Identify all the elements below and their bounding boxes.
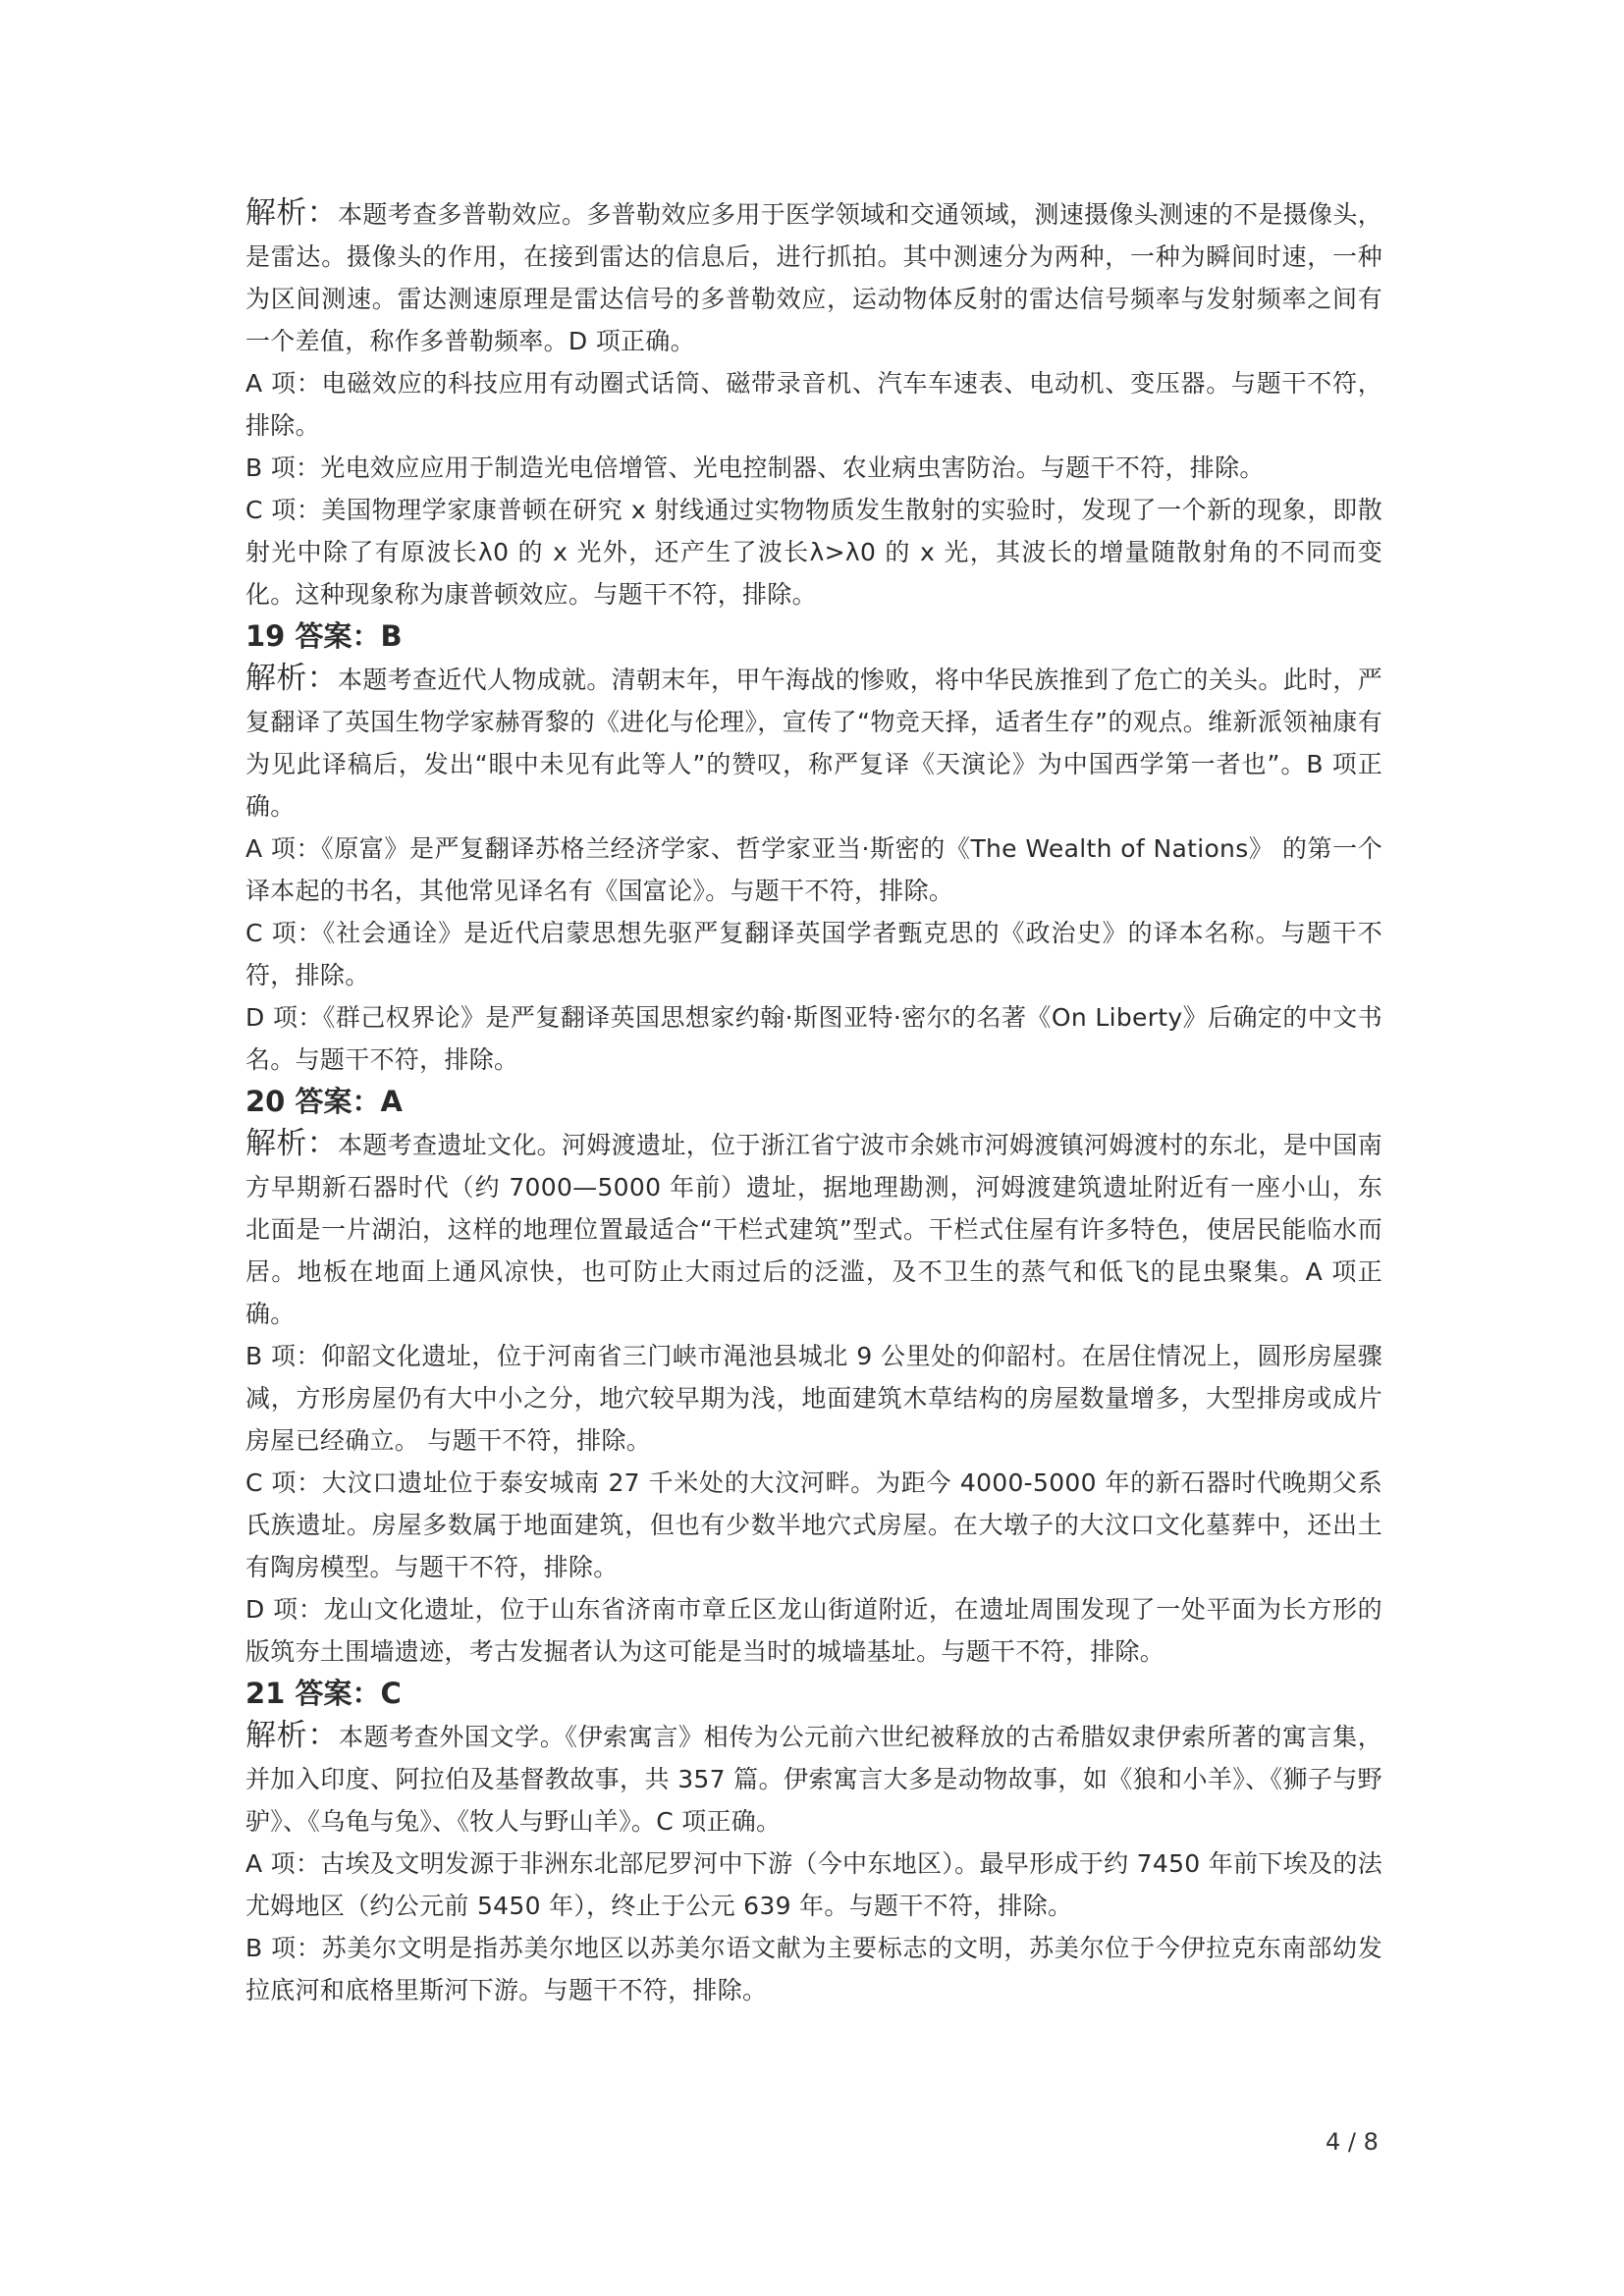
answer-heading: 20 答案：A <box>245 1085 403 1118</box>
section-20 <box>245 1081 1382 1673</box>
analysis-text: 本题考查近代人物成就。清朝末年，甲午海战的惨败，将中华民族推到了危亡的关头。此时，严复翻译了英国生物学家赫胥黎的《进化与伦理》，宣传了“物竞天择，适者生存”的观点。维新派领袖康有为见此译稿后，发出“眼中未见有此等人”的赞叹，称严复译《天演论》为中国西学第一者也”。B 项正确。 <box>245 666 1383 821</box>
option-a: A 项：古埃及文明发源于非洲东北部尼罗河中下游（今中东地区）。最早形成于约 7450 年前下埃及的法尤姆地区（约公元前 5450 年），终止于公元 639 年。与题干不符，排除。 <box>245 1849 1382 1920</box>
answer-heading: 21 答案：C <box>245 1677 402 1710</box>
option-c: C 项：《社会通诠》是近代启蒙思想先驱严复翻译英国学者甄克思的《政治史》的译本名称。与题干不符，排除。 <box>245 919 1382 989</box>
option-a: A 项：电磁效应的科技应用有动圈式话筒、磁带录音机、汽车车速表、电动机、变压器。与题干不符，排除。 <box>245 369 1382 440</box>
analysis-paragraph <box>245 658 1382 828</box>
option-d: D 项：龙山文化遗址，位于山东省济南市章丘区龙山街道附近，在遗址周围发现了一处平面为长方形的版筑夯土围墙遗迹，考古发掘者认为这可能是当时的城墙基址。与题干不符，排除。 <box>245 1595 1382 1666</box>
analysis-text: 本题考查外国文学。《伊索寓言》相传为公元前六世纪被释放的古希腊奴隶伊索所著的寓言集，并加入印度、阿拉伯及基督教故事，共 357 篇。伊索寓言大多是动物故事，如《狼和小羊》、《狮子与野驴》、《乌龟与兔》、《牧人与野山羊》。C 项正确。 <box>245 1723 1382 1836</box>
analysis-label: 解析： <box>245 195 339 231</box>
analysis-text: 本题考查遗址文化。河姆渡遗址，位于浙江省宁波市余姚市河姆渡镇河姆渡村的东北，是中国南方早期新石器时代（约 7000—5000 年前）遗址，据地理勘测，河姆渡建筑遗址附近有一座小山，东北面是一片湖泊，这样的地理位置最适合“干栏式建筑”型式。干栏式住屋有许多特色，使居民能临水而居。地板在地面上通风凉快，也可防止大雨过后的泛滥，及不卫生的蒸气和低飞的昆虫聚集。A 项正确。 <box>245 1131 1383 1328</box>
analysis-label: 解析： <box>245 1718 339 1753</box>
option-b: B 项：苏美尔文明是指苏美尔地区以苏美尔语文献为主要标志的文明，苏美尔位于今伊拉克东南部幼发拉底河和底格里斯河下游。与题干不符，排除。 <box>245 1934 1382 2004</box>
analysis-label: 解析： <box>245 1126 339 1161</box>
analysis-paragraph <box>245 1715 1382 1842</box>
section-18 <box>245 192 1382 615</box>
option-c: C 项：大汶口遗址位于泰安城南 27 千米处的大汶河畔。为距今 4000-5000 年的新石器时代晚期父系氏族遗址。房屋多数属于地面建筑，但也有少数半地穴式房屋。在大墩子的大汶口文化墓葬中，还出土有陶房模型。与题干不符，排除。 <box>245 1468 1382 1581</box>
analysis-paragraph <box>245 1123 1382 1335</box>
option-b: B 项：光电效应应用于制造光电倍增管、光电控制器、农业病虫害防治。与题干不符，排除。 <box>245 454 1265 482</box>
answer-heading: 19 答案：B <box>245 619 403 653</box>
option-d: D 项：《群己权界论》是严复翻译英国思想家约翰·斯图亚特·密尔的名著《On Liberty》后确定的中文书名。与题干不符，排除。 <box>245 1003 1382 1074</box>
analysis-text: 本题考查多普勒效应。多普勒效应多用于医学领域和交通领域，测速摄像头测速的不是摄像头，是雷达。摄像头的作用，在接到雷达的信息后，进行抓拍。其中测速分为两种，一种为瞬间时速，一种为区间测速。雷达测速原理是雷达信号的多普勒效应，运动物体反射的雷达信号频率与发射频率之间有一个差值，称作多普勒频率。D 项正确。 <box>245 200 1383 355</box>
option-a: A 项：《原富》是严复翻译苏格兰经济学家、哲学家亚当·斯密的《The Wealth of Nations》 的第一个译本起的书名，其他常见译名有《国富论》。与题干不符，排除。 <box>245 834 1382 905</box>
analysis-paragraph <box>245 192 1382 362</box>
analysis-label: 解析： <box>245 661 339 696</box>
option-c: C 项：美国物理学家康普顿在研究 x 射线通过实物物质发生散射的实验时，发现了一个新的现象，即散射光中除了有原波长λ0 的 x 光外，还产生了波长λ>λ0 的 x 光，其波长的增量随散射角的不同而变化。这种现象称为康普顿效应。与题干不符，排除。 <box>245 496 1382 609</box>
document-body <box>245 192 1382 2011</box>
page-number: 4 / 8 <box>1326 2128 1379 2156</box>
section-21 <box>245 1673 1382 2011</box>
option-b: B 项：仰韶文化遗址，位于河南省三门峡市渑池县城北 9 公里处的仰韶村。在居住情况上，圆形房屋骤减，方形房屋仍有大中小之分，地穴较早期为浅，地面建筑木草结构的房屋数量增多，大型排房或成片房屋已经确立。 与题干不符，排除。 <box>245 1342 1382 1455</box>
section-19 <box>245 615 1382 1081</box>
